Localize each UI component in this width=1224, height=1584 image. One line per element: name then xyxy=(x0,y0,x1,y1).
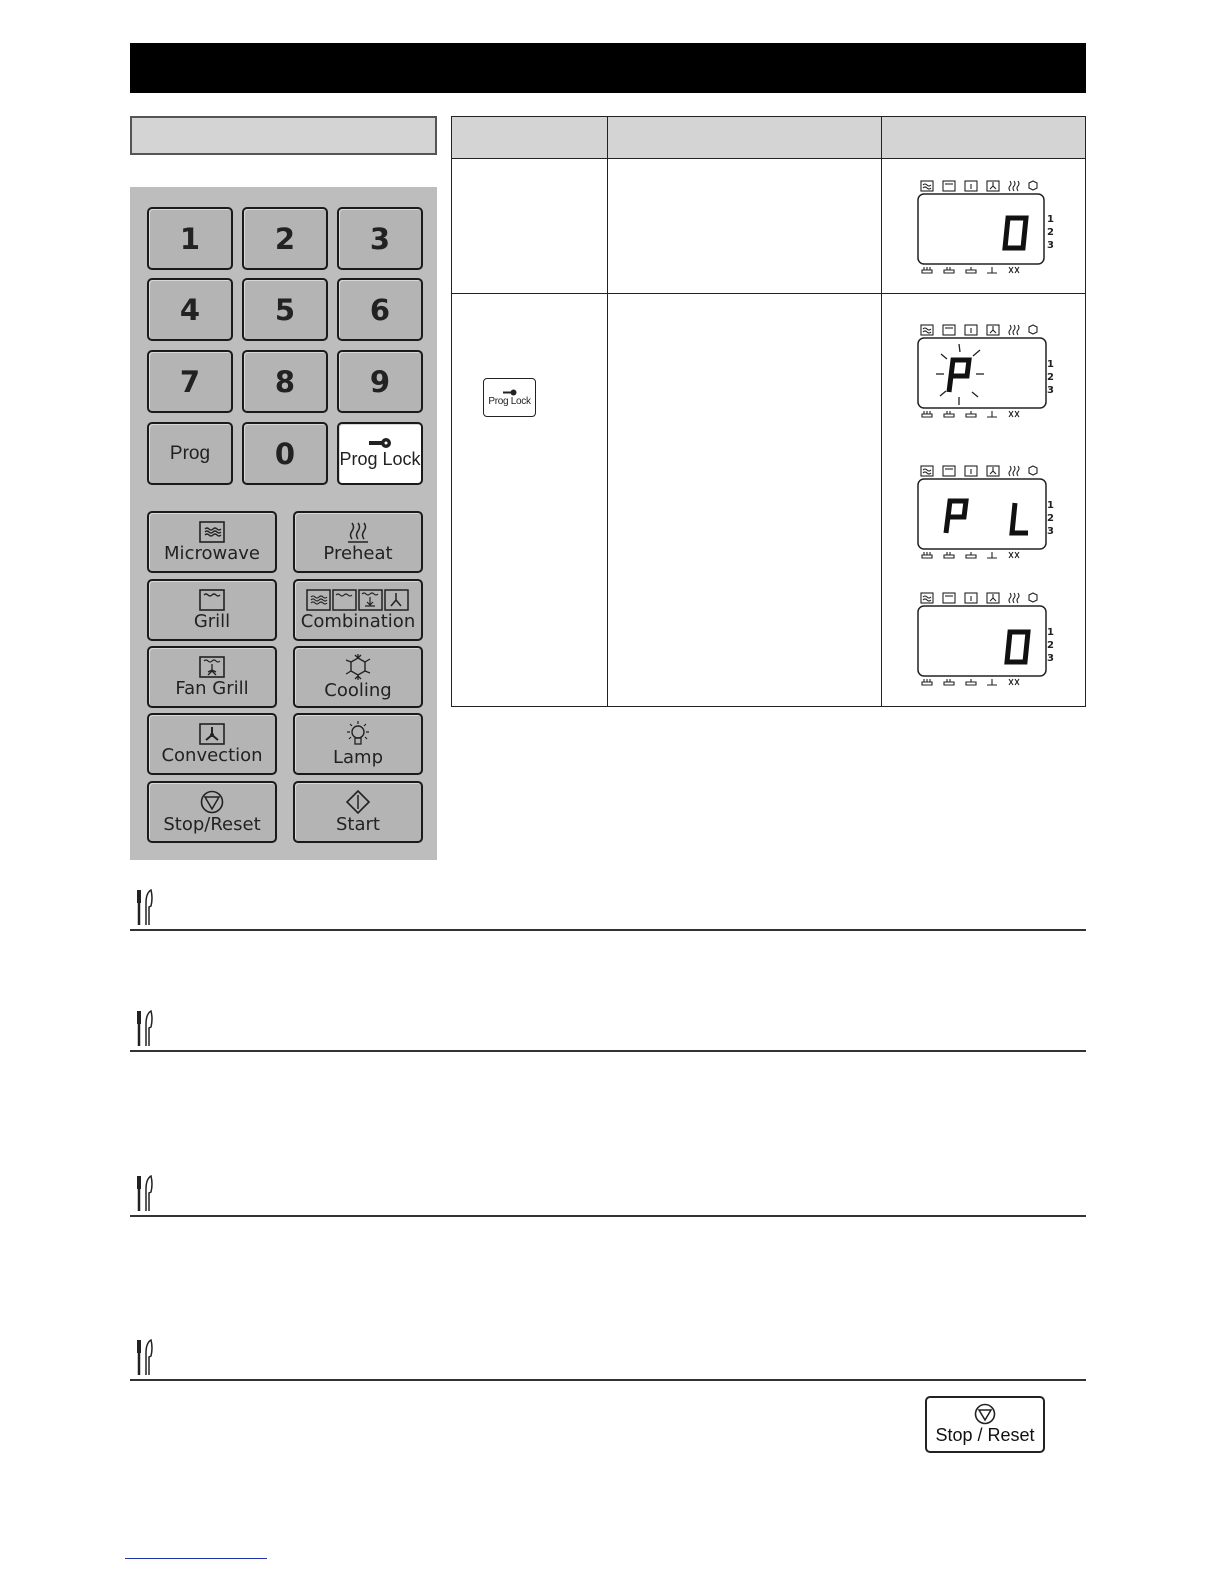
section-divider xyxy=(130,1379,1086,1381)
cutlery-icon xyxy=(133,889,155,927)
key-1[interactable]: 1 xyxy=(147,207,233,270)
display-step2-zero xyxy=(916,590,1056,690)
key-0[interactable]: 0 xyxy=(242,422,328,485)
stop-icon xyxy=(973,1403,997,1425)
display-letter-p xyxy=(946,501,966,533)
prog-lock-key[interactable] xyxy=(337,422,423,485)
key-7[interactable]: 7 xyxy=(147,350,233,413)
preheat-icon xyxy=(345,521,371,543)
microwave-icon xyxy=(199,521,225,543)
start-button[interactable] xyxy=(293,781,423,843)
svg-text:1: 1 xyxy=(1047,359,1054,370)
start-icon xyxy=(345,790,371,814)
key-9[interactable]: 9 xyxy=(337,350,423,413)
display-top-icons xyxy=(921,181,1037,191)
prog-key[interactable]: Prog xyxy=(147,422,233,485)
key-5[interactable]: 5 xyxy=(242,278,328,341)
svg-text:2: 2 xyxy=(1047,513,1054,524)
key-icon xyxy=(503,389,517,396)
fan-grill-icon xyxy=(199,656,225,678)
svg-text:3: 3 xyxy=(1047,653,1054,664)
display-digit-0 xyxy=(1007,632,1028,662)
key-8[interactable]: 8 xyxy=(242,350,328,413)
key-3[interactable]: 3 xyxy=(337,207,423,270)
table-header xyxy=(452,117,1085,159)
footer-link-line xyxy=(125,1558,267,1559)
combination-button[interactable] xyxy=(293,579,423,641)
grill-label: Grill xyxy=(193,610,231,632)
grill-icon xyxy=(199,589,225,611)
key-4[interactable]: 4 xyxy=(147,278,233,341)
prog-lock-label: Prog Lock xyxy=(339,449,421,469)
section-divider xyxy=(130,1050,1086,1052)
preheat-button[interactable] xyxy=(293,511,423,573)
level-2: 2 xyxy=(1047,227,1054,238)
stop-reset-key-illustration xyxy=(925,1396,1045,1453)
cutlery-icon xyxy=(133,1010,155,1048)
key-6[interactable]: 6 xyxy=(337,278,423,341)
display-bottom-icons xyxy=(922,267,1019,273)
svg-text:1: 1 xyxy=(1047,500,1054,511)
stop-reset-button[interactable] xyxy=(147,781,277,843)
convection-icon xyxy=(199,723,225,745)
start-label: Start xyxy=(336,813,380,835)
display-step1 xyxy=(916,178,1056,278)
cooling-button[interactable] xyxy=(293,646,423,708)
svg-text:2: 2 xyxy=(1047,372,1054,383)
lamp-button[interactable] xyxy=(293,713,423,775)
combination-label: Combination xyxy=(300,610,416,632)
stop-reset-label: Stop/Reset xyxy=(163,813,261,835)
svg-text:3: 3 xyxy=(1047,385,1054,396)
cutlery-icon xyxy=(133,1175,155,1213)
prog-lock-key-small xyxy=(483,378,536,417)
section-divider xyxy=(130,929,1086,931)
svg-text:3: 3 xyxy=(1047,526,1054,537)
level-3: 3 xyxy=(1047,240,1054,251)
stop-icon xyxy=(199,790,225,814)
title-bar xyxy=(130,43,1086,93)
microwave-label: Microwave xyxy=(164,542,260,564)
display-step2-pl xyxy=(916,463,1056,563)
level-1: 1 xyxy=(1047,214,1054,225)
display-letter-l xyxy=(1012,503,1028,533)
combination-icon xyxy=(306,589,410,611)
microwave-button[interactable] xyxy=(147,511,277,573)
prog-lock-small-label: Prog Lock xyxy=(488,395,531,407)
display-digit-0 xyxy=(1005,218,1026,248)
svg-text:1: 1 xyxy=(1047,627,1054,638)
display-letter-p xyxy=(949,360,969,392)
convection-button[interactable] xyxy=(147,713,277,775)
grill-button[interactable] xyxy=(147,579,277,641)
cooling-icon xyxy=(343,654,373,680)
display-step2-flashing-p xyxy=(916,322,1056,422)
fan-grill-button[interactable] xyxy=(147,646,277,708)
fan-grill-label: Fan Grill xyxy=(175,677,249,699)
key-icon xyxy=(368,437,392,449)
stop-reset-bottom-label: Stop / Reset xyxy=(935,1425,1035,1445)
key-2[interactable]: 2 xyxy=(242,207,328,270)
lamp-label: Lamp xyxy=(332,746,384,768)
section-divider xyxy=(130,1215,1086,1217)
control-panel xyxy=(130,187,437,860)
cutlery-icon xyxy=(133,1339,155,1377)
convection-label: Convection xyxy=(161,744,263,766)
cooling-label: Cooling xyxy=(324,679,392,701)
lamp-icon xyxy=(343,721,373,747)
svg-text:2: 2 xyxy=(1047,640,1054,651)
control-panel-header xyxy=(130,116,437,155)
preheat-label: Preheat xyxy=(323,542,393,564)
